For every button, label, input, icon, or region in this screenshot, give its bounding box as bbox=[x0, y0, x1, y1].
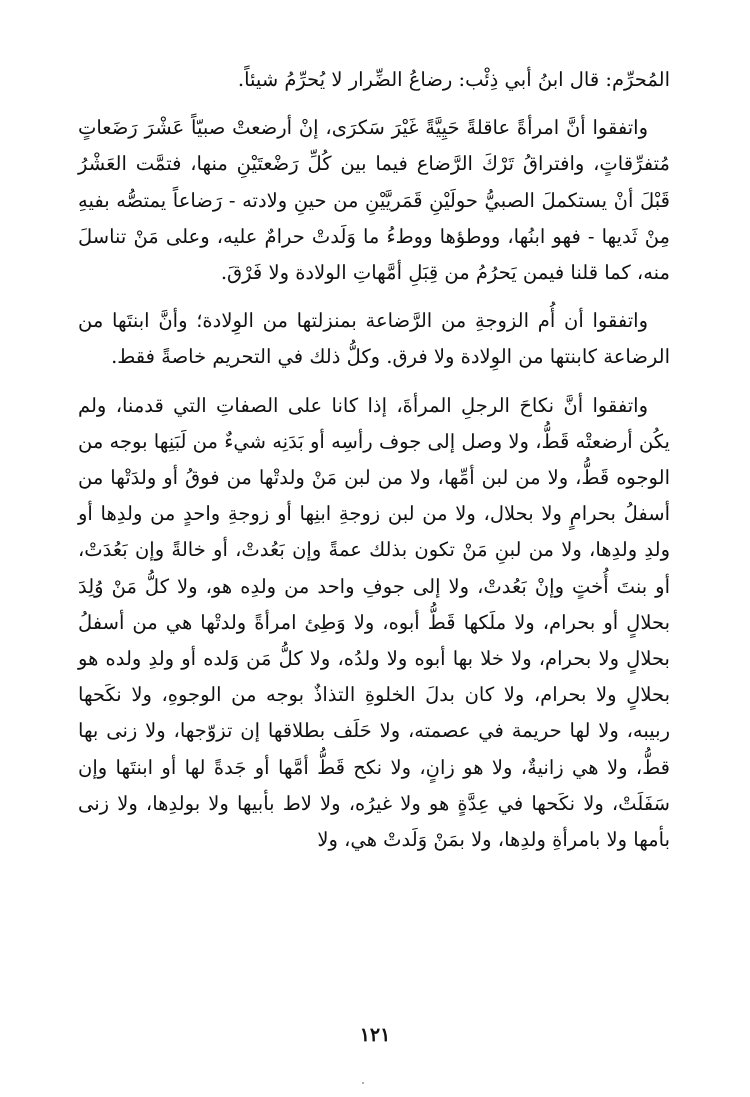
paragraph-2: واتفقوا أنَّ امرأةً عاقلةً حَيِيَّةً غَيْرَ سَكرَى، إنْ أرضعتْ صبيّاً عَشْرَ رَضَعاتٍ مُتفرِّقاتٍ، وافتراقُ تَرْكَ الرَّضاع فيما بين كُلِّ رَضْعتَيْنِ منها، فتمَّت العَشْرُ قَبْلَ أنْ يستكملَ الصبيُّ حولَيْنِ قَمَريَّيْنِ من حينِ ولادته - رَضاعاً يمتصُّه بفيهِ مِنْ ثَديها - فهو ابنُها، ووطؤها ووطءُ ما وَلَدتْ حرامٌ عليه، وعلى مَنْ تناسلَ منه، كما قلنا فيمن يَحرُمُ من قِبَلِ أمَّهاتِ الولادة ولا فَرْقَ. bbox=[78, 116, 670, 285]
paragraph-4: واتفقوا أنَّ نكاحَ الرجلِ المرأةَ، إذا كانا على الصفاتِ التي قدمنا، ولم يكُن أرضعتْه قَطُّ، ولا وصل إلى جوف رأسِه أو بَدَنِه شيءٌ من لَبَنِها بوجه من الوجوه قَطُّ، ولا من لبن أمِّها، ولا من لبن مَنْ ولدتْها من فوقُ أو ولدَتْها من أسفلُ بحرامٍ ولا بحلال، ولا من لبن زوجةِ ابنِها أو زوجةِ واحدٍ من ولدِها أو ولدِ ولدِها، ولا من لبنِ مَنْ تكون بذلك عمةً وإن بَعُدتْ، أو خالةً وإن بَعُدَتْ، أو بنتَ أُختٍ وإنْ بَعُدتْ، ولا إلى جوفِ واحد من ولدِه هو، ولا كلُّ مَنْ وُلِدَ بحلالٍ أو بحرام، ولا ملَكها قَطُّ أبوه، ولا وَطِئ امرأةً ولدتْها هي من أسفلُ بحلالٍ ولا بحرام، ولا خلا بها أبوه ولا ولدُه، ولا كلُّ مَن وَلده أو ولدِ ولده هو بحلالٍ ولا بحرام، ولا كان بدلَ الخلوةِ التذاذٌ بوجه من الوجوهِ، ولا نكَحها ربيبه، ولا لها حريمة في عصمته، ولا حَلَف بطلاقها إن تزوّجها، ولا زنى بها قطُّ، ولا هي زانيةٌ، ولا هو زانٍ، ولا نكح قَطُّ أمَّها أو جَدةً لها أو ابنتَها وإن سَفَلَتْ، ولا نكَحها في عِدَّةٍ هو ولا غيرُه، ولا لاط بأبيها ولا بولدِها، ولا زنى بأمها ولا بامرأةِ ولدِها، ولا بمَنْ وَلَدتْ هي، ولا bbox=[78, 393, 670, 852]
page-number: ١٢١ bbox=[359, 1024, 391, 1046]
scan-speck bbox=[362, 1082, 364, 1084]
body-text bbox=[78, 62, 670, 858]
paragraph-1: المُحرِّم: قال ابنُ أبي ذِئْب: رضاعُ الضِّرار لا يُحرِّمُ شيئاً. bbox=[237, 68, 670, 91]
paragraph-gap bbox=[78, 376, 670, 388]
paragraph-gap bbox=[78, 98, 670, 110]
paragraph-3: واتفقوا أن أُم الزوجةِ من الرَّضاعة بمنزلتها من الوِلادة؛ وأنَّ ابنتَها من الرضاعة كابنتها من الوِلادة ولا فرق. وكلُّ ذلك في التحريم خاصةً فقط. bbox=[78, 309, 670, 369]
paragraph-gap bbox=[78, 291, 670, 303]
